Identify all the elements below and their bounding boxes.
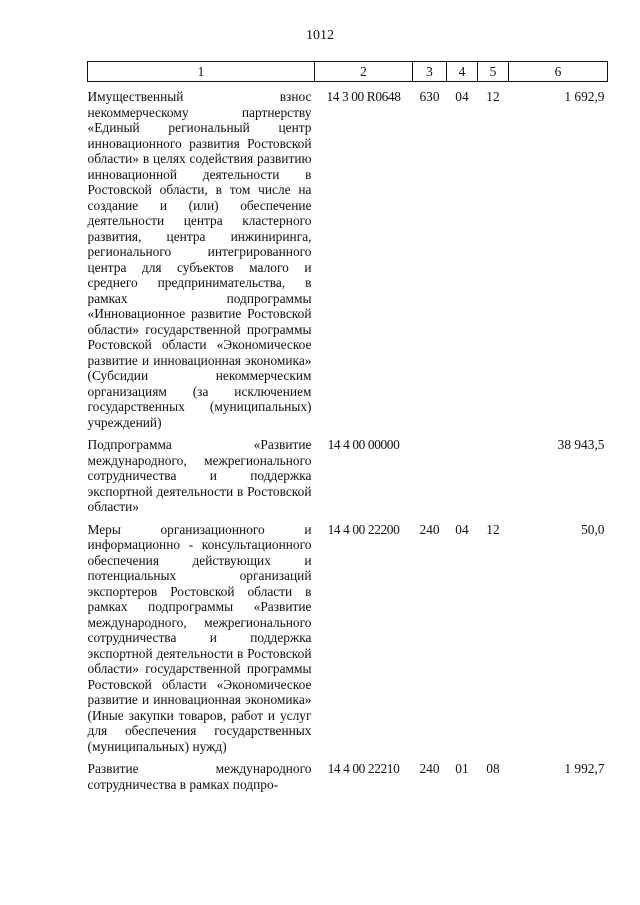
row-code: 14 3 00 R0648 — [326, 89, 401, 104]
row-amount: 1 692,9 — [564, 89, 605, 104]
row-name: Развитие международного сотрудничества в рамках подпро- — [87, 761, 312, 792]
table-row — [88, 754, 608, 802]
row-col-4: 04 — [455, 89, 469, 104]
column-header-2: 2 — [315, 62, 413, 82]
column-header-1: 1 — [88, 62, 315, 82]
row-name: Подпрограмма «Развитие международного, межрегионального сотрудничества и поддержка экспортной деятельности в Ростовской области» — [87, 437, 312, 514]
row-col-5: 12 — [486, 521, 500, 537]
row-code: 14 4 00 00000 — [327, 437, 400, 452]
row-name: Имущественный взнос некоммерческому партнерству «Единый региональный центр инновационного развития Ростовской области» в целях содействия развитию инновационной деятельности в Ростовской области, в том числе на создание и (или) обеспечение деятельности центра кластерного развития, центра инжиниринга, регионального интегрированного центра для субъектов малого и среднего предпринимательства, в рамках подпрограммы «Инновационное развитие Ростовской области» государственной программы Ростовской области «Экономическое развитие и инновационная экономика» (Субсидии некоммерческим организациям (за исключением государственных (муниципальных) учреждений) — [87, 89, 312, 430]
column-header-6: 6 — [509, 62, 608, 82]
column-header-4: 4 — [447, 62, 478, 82]
row-col-5: 12 — [486, 89, 500, 104]
row-col-3 — [413, 430, 447, 515]
table-row — [88, 515, 608, 755]
row-col-3: 240 — [419, 761, 440, 776]
row-col-5 — [478, 430, 509, 515]
table-row — [88, 430, 608, 515]
page-number: 1012 — [306, 28, 334, 43]
row-col-4: 01 — [455, 761, 469, 776]
row-amount: 38 943,5 — [557, 437, 605, 452]
row-col-5: 08 — [486, 761, 500, 776]
table-row — [88, 82, 608, 431]
column-header-3: 3 — [413, 62, 447, 82]
row-col-3: 240 — [419, 521, 440, 537]
row-col-3: 630 — [419, 89, 440, 104]
table-header — [88, 62, 608, 82]
row-code: 14 4 00 22210 — [327, 761, 400, 776]
column-header-5: 5 — [478, 62, 509, 82]
row-amount: 50,0 — [581, 521, 605, 537]
row-code: 14 4 00 22200 — [327, 521, 400, 537]
budget-table — [87, 61, 608, 802]
row-name: Меры организационного и информационно - консультационного обеспечения действующих и потенциальных организаций экспортеров Ростовской области в рамках подпрограммы «Развитие международного, межрегионального сотрудничества и поддержка экспортной деятельности в Ростовской области» государственной программы Ростовской области «Экономическое развитие и инновационная экономика» (Иные закупки товаров, работ и услуг для обеспечения государственных (муниципальных) нужд) — [87, 521, 312, 754]
row-amount: 1 992,7 — [564, 761, 605, 776]
row-col-4: 04 — [455, 521, 469, 537]
row-col-4 — [447, 430, 478, 515]
